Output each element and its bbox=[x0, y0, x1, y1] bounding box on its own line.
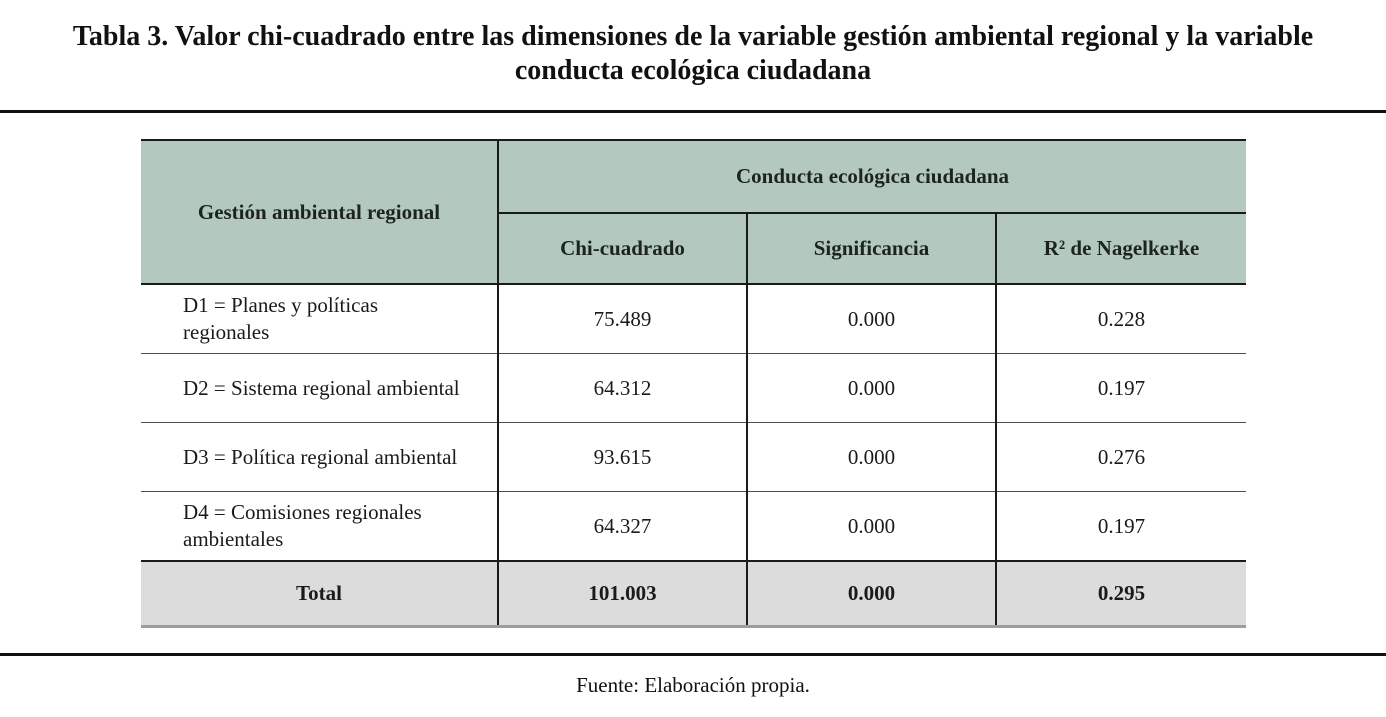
col-header-r2-nagelkerke: R² de Nagelkerke bbox=[996, 213, 1246, 284]
table-title: Tabla 3. Valor chi-cuadrado entre las dimensiones de la variable gestión ambiental regional y la variable conducta ecológica ciudadana bbox=[72, 21, 1314, 86]
sig-value: 0.000 bbox=[747, 354, 996, 423]
chi-value: 64.312 bbox=[498, 354, 747, 423]
table-body bbox=[141, 284, 1246, 627]
sig-value: 0.000 bbox=[747, 492, 996, 562]
table-row bbox=[141, 423, 1246, 492]
total-chi-value: 101.003 bbox=[498, 561, 747, 627]
dimension-label: D2 = Sistema regional ambiental bbox=[141, 354, 498, 423]
r2-value: 0.197 bbox=[996, 492, 1246, 562]
sig-value: 0.000 bbox=[747, 423, 996, 492]
chi-value: 64.327 bbox=[498, 492, 747, 562]
source-note: Fuente: Elaboración propia. bbox=[576, 673, 810, 697]
table-row bbox=[141, 492, 1246, 562]
footer-divider-rule bbox=[0, 653, 1386, 656]
total-sig-value: 0.000 bbox=[747, 561, 996, 627]
col-header-chi-cuadrado: Chi-cuadrado bbox=[498, 213, 747, 284]
column-group-header-cell: Conducta ecológica ciudadana bbox=[498, 140, 1246, 213]
table-row bbox=[141, 284, 1246, 354]
chi-value: 93.615 bbox=[498, 423, 747, 492]
dimension-label: D4 = Comisiones regionales ambientales bbox=[141, 492, 498, 562]
table-header bbox=[141, 140, 1246, 284]
sig-value: 0.000 bbox=[747, 284, 996, 354]
title-divider-rule bbox=[0, 110, 1386, 113]
table-total-row bbox=[141, 561, 1246, 627]
col-header-significancia: Significancia bbox=[747, 213, 996, 284]
r2-value: 0.276 bbox=[996, 423, 1246, 492]
total-label: Total bbox=[141, 561, 498, 627]
row-group-header-cell: Gestión ambiental regional bbox=[141, 140, 498, 284]
header-row-group bbox=[141, 140, 1246, 213]
total-r2-value: 0.295 bbox=[996, 561, 1246, 627]
dimension-label: D1 = Planes y políticas regionales bbox=[141, 284, 498, 354]
chi-value: 75.489 bbox=[498, 284, 747, 354]
r2-value: 0.197 bbox=[996, 354, 1246, 423]
chi-square-table bbox=[141, 139, 1246, 628]
table-row bbox=[141, 354, 1246, 423]
r2-value: 0.228 bbox=[996, 284, 1246, 354]
dimension-label: D3 = Política regional ambiental bbox=[141, 423, 498, 492]
